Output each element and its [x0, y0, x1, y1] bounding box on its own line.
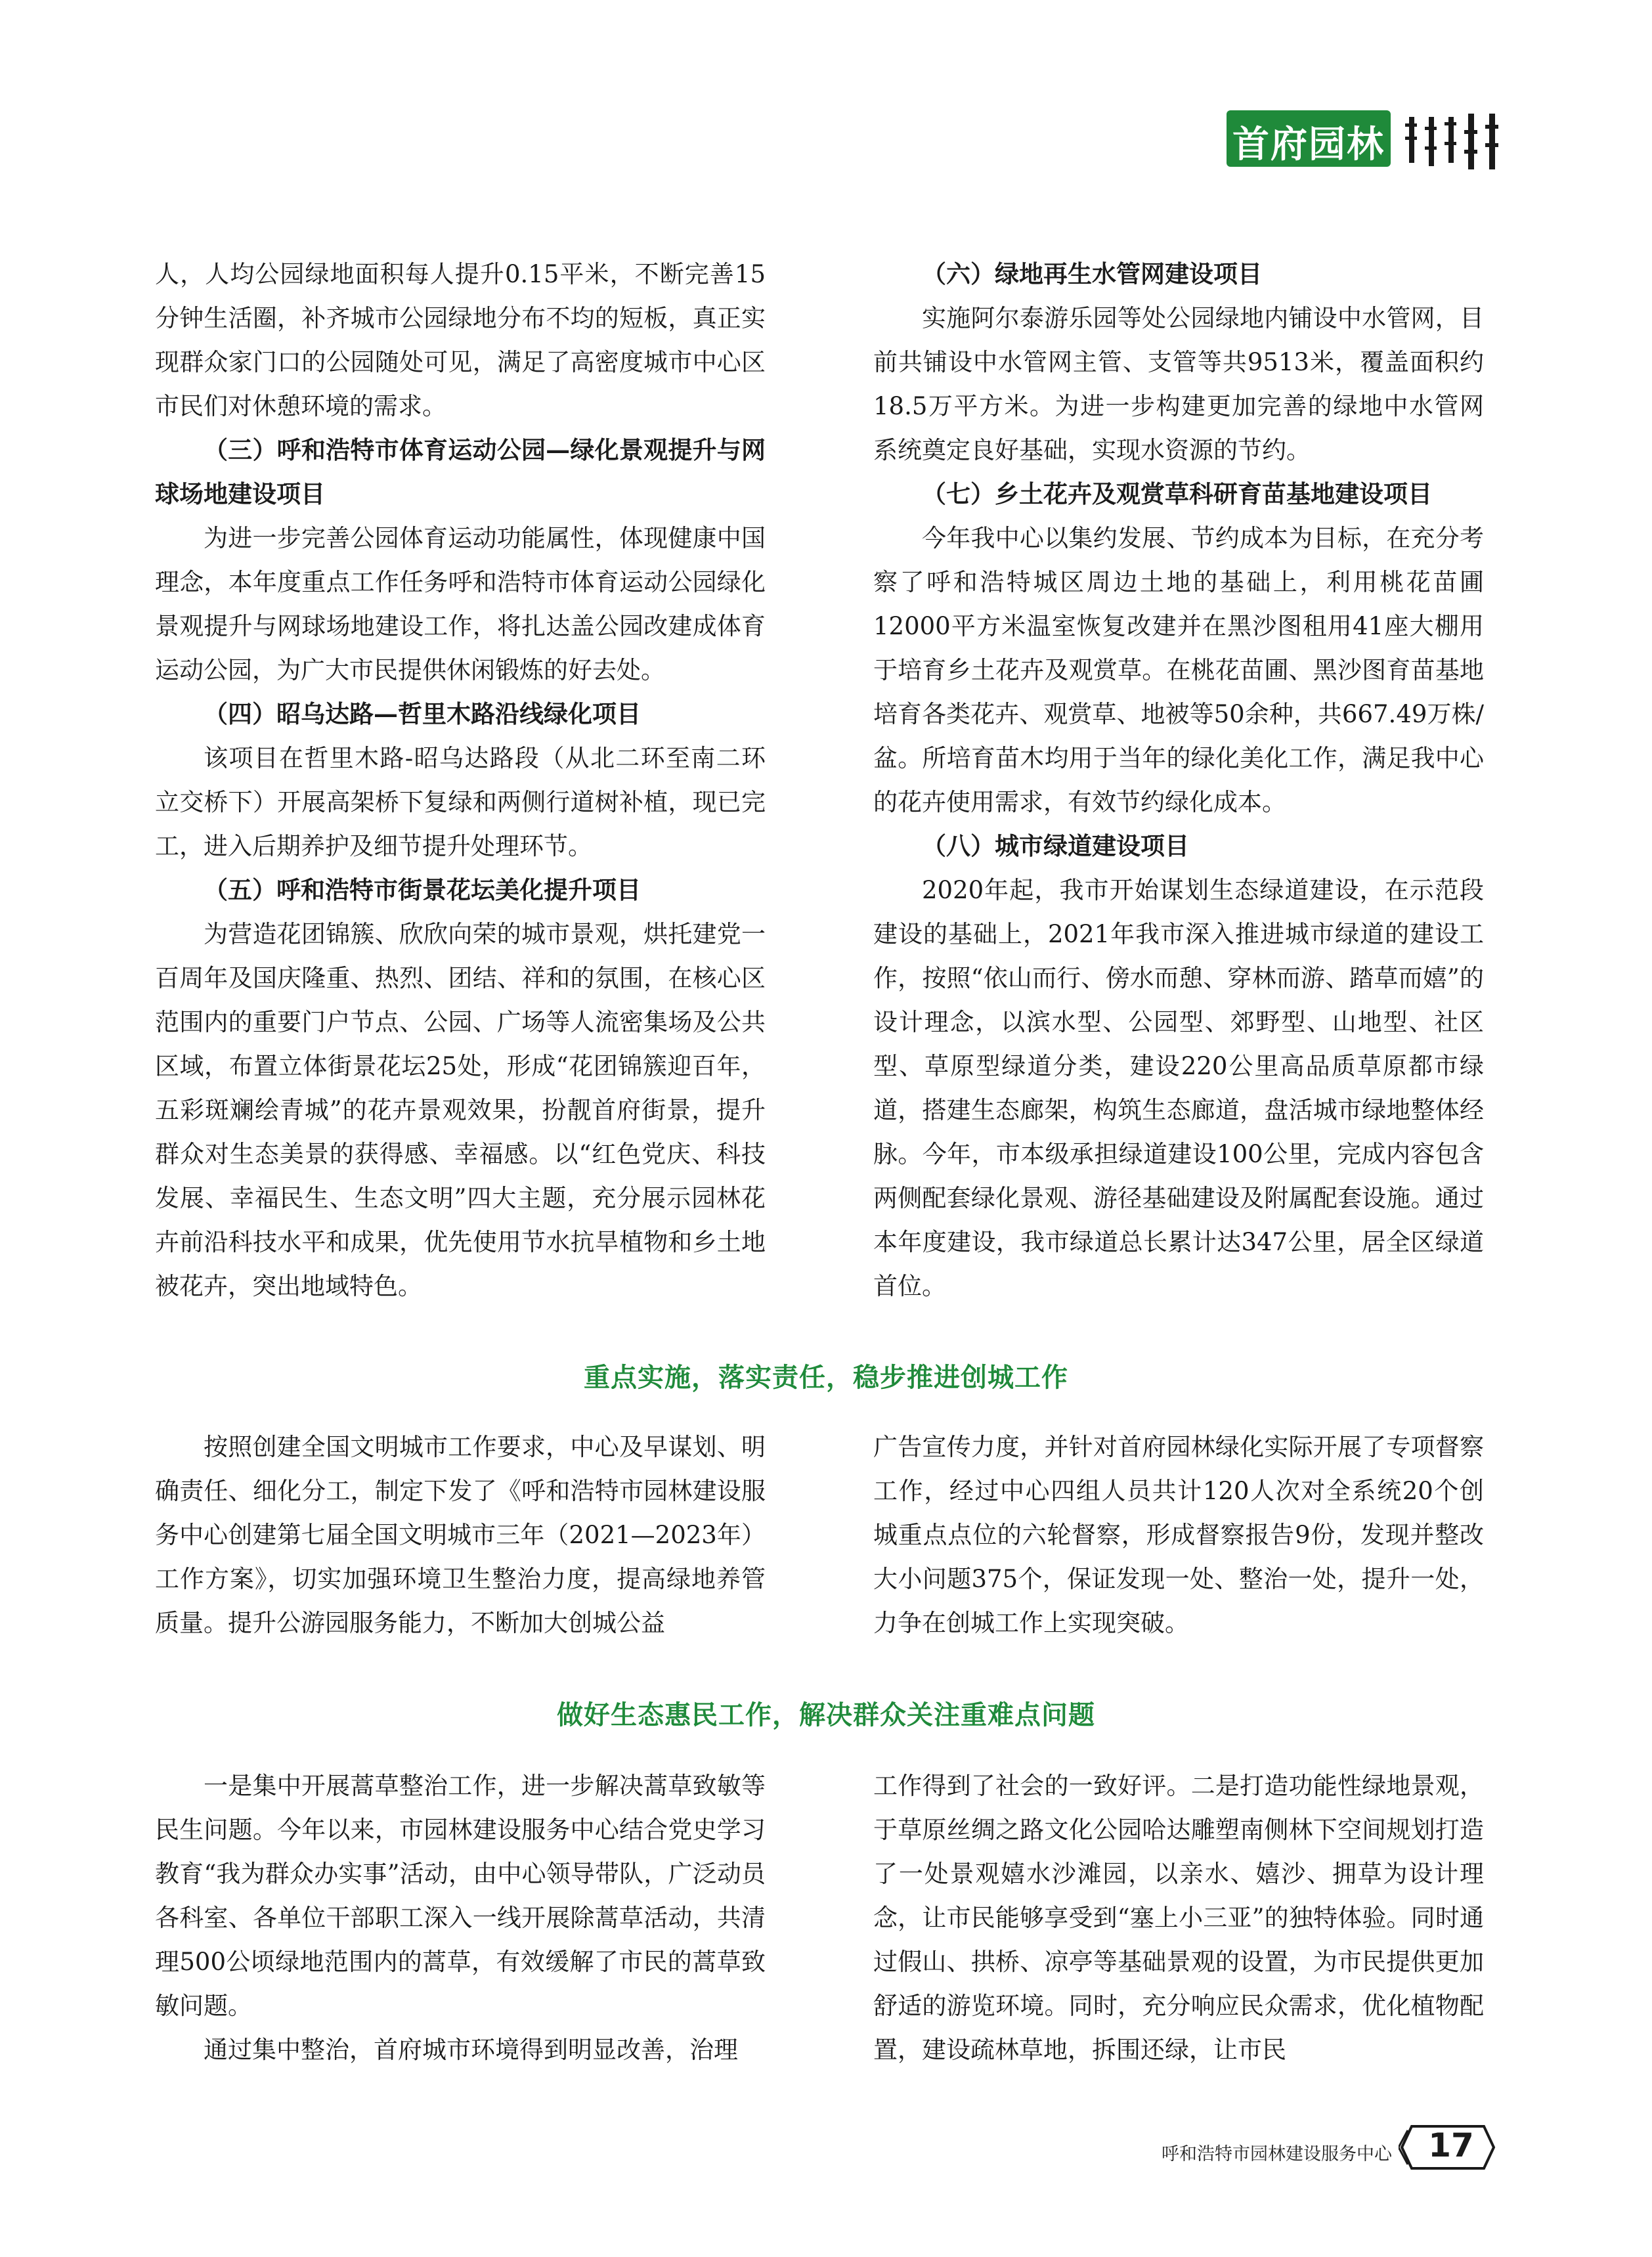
page-number: 17	[1428, 2126, 1474, 2164]
section-title-chuangcheng: 重点实施，落实责任，稳步推进创城工作	[584, 1363, 1068, 1393]
paragraph: 为进一步完善公园体育运动功能属性，体现健康中国理念，本年度重点工作任务呼和浩特市体育运动公园绿化景观提升与网球场地建设工作，将扎达盖公园改建成体育运动公园，为广大市民提供休闲锻炼的好去处。	[155, 524, 766, 684]
top-left-column	[155, 252, 766, 1308]
paragraph: 工作得到了社会的一致好评。二是打造功能性绿地景观，于草原丝绸之路文化公园哈达雕塑南侧林下空间规划打造了一处景观嬉水沙滩园，以亲水、嬉沙、拥草为设计理念，让市民能够享受到“塞上小三亚”的独特体验。同时通过假山、拱桥、凉亭等基础景观的设置，为市民提供更加舒适的游览环境。同时，充分响应民众需求，优化植物配置，建设疏林草地，拆围还绿，让市民	[873, 1772, 1484, 2064]
magazine-logo-text: 首府园林	[1232, 123, 1385, 166]
section-title-shengtai-huimin: 做好生态惠民工作，解决群众关注重难点问题	[557, 1700, 1095, 1730]
magazine-logo-badge	[1227, 110, 1391, 167]
top-right-column	[873, 252, 1484, 1308]
paragraph: 2020年起，我市开始谋划生态绿道建设，在示范段建设的基础上，2021年我市深入推进城市绿道的建设工作，按照“依山而行、傍水而憩、穿林而游、踏草而嬉”的设计理念，以滨水型、公园型、郊野型、山地型、社区型、草原型绿道分类，建设220公里高品质草原都市绿道，搭建生态廊架，构筑生态廊道，盘活城市绿地整体经脉。今年，市本级承担绿道建设100公里，完成内容包含两侧配套绿化景观、游径基础建设及附属配套设施。通过本年度建设，我市绿道总长累计达347公里，居全区绿道首位。	[873, 876, 1484, 1300]
subsection-heading: （七）乡土花卉及观赏草科研育苗基地建设项目	[922, 479, 1432, 508]
footer-org-name: 呼和浩特市园林建设服务中心	[1162, 2144, 1392, 2164]
section2-right-column	[873, 1764, 1484, 2072]
paragraph: 一是集中开展蒿草整治工作，进一步解决蒿草致敏等民生问题。今年以来，市园林建设服务中心结合党史学习教育“我为群众办实事”活动，由中心领导带队，广泛动员各科室、各单位干部职工深入一线开展除蒿草活动，共清理500公顷绿地范围内的蒿草，有效缓解了市民的蒿草致敏问题。	[155, 1772, 766, 2020]
section1-right-column	[873, 1425, 1484, 1645]
subsection-heading: （三）呼和浩特市体育运动公园—绿化景观提升与网球场地建设项目	[155, 435, 766, 508]
paragraph: 为营造花团锦簇、欣欣向荣的城市景观，烘托建党一百周年及国庆隆重、热烈、团结、祥和的氛围，在核心区范围内的重要门户节点、公园、广场等人流密集场及公共区域，布置立体街景花坛25处，形成“花团锦簇迎百年，五彩斑斓绘青城”的花卉景观效果，扮靓首府街景，提升群众对生态美景的获得感、幸福感。以“红色党庆、科技发展、幸福民生、生态文明”四大主题，充分展示园林花卉前沿科技水平和成果，优先使用节水抗旱植物和乡土地被花卉，突出地域特色。	[155, 920, 766, 1300]
section1-left-column	[155, 1425, 766, 1645]
paragraph: 该项目在哲里木路-昭乌达路段（从北二环至南二环立交桥下）开展高架桥下复绿和两侧行道树补植，现已完工，进入后期养护及细节提升处理环节。	[155, 744, 766, 860]
section2-left-column	[155, 1764, 766, 2072]
paragraph: 人，人均公园绿地面积每人提升0.15平米，不断完善15分钟生活圈，补齐城市公园绿地分布不均的短板，真正实现群众家门口的公园随处可见，满足了高密度城市中心区市民们对休憩环境的需求。	[155, 260, 766, 420]
paragraph: 按照创建全国文明城市工作要求，中心及早谋划、明确责任、细化分工，制定下发了《呼和浩特市园林建设服务中心创建第七届全国文明城市三年（2021—2023年）工作方案》，切实加强环境卫生整治力度，提高绿地养管质量。提升公游园服务能力，不断加大创城公益	[155, 1433, 766, 1637]
subsection-heading: （四）昭乌达路—哲里木路沿线绿化项目	[204, 699, 641, 728]
paragraph: 今年我中心以集约发展、节约成本为目标，在充分考察了呼和浩特城区周边土地的基础上，利用桃花苗圃12000平方米温室恢复改建并在黑沙图租用41座大棚用于培育乡土花卉及观赏草。在桃花苗圃、黑沙图育苗基地培育各类花卉、观赏草、地被等50余种，共667.49万株/盆。所培育苗木均用于当年的绿化美化工作，满足我中心的花卉使用需求，有效节约绿化成本。	[873, 524, 1484, 816]
paragraph: 实施阿尔泰游乐园等处公园绿地内铺设中水管网，目前共铺设中水管网主管、支管等共9513米，覆盖面积约18.5万平方米。为进一步构建更加完善的绿地中水管网系统奠定良好基础，实现水资源的节约。	[873, 304, 1484, 464]
subsection-heading: （五）呼和浩特市街景花坛美化提升项目	[204, 875, 641, 904]
subsection-heading: （六）绿地再生水管网建设项目	[922, 259, 1262, 288]
subsection-heading: （八）城市绿道建设项目	[922, 831, 1189, 860]
paragraph: 广告宣传力度，并针对首府园林绿化实际开展了专项督察工作，经过中心四组人员共计120人次对全系统20个创城重点点位的六轮督察，形成督察报告9份，发现并整改大小问题375个，保证发现一处、整治一处，提升一处，力争在创城工作上实现突破。	[873, 1433, 1484, 1637]
mongolian-script-logo	[1402, 110, 1508, 173]
paragraph: 通过集中整治，首府城市环境得到明显改善，治理	[204, 2036, 738, 2064]
